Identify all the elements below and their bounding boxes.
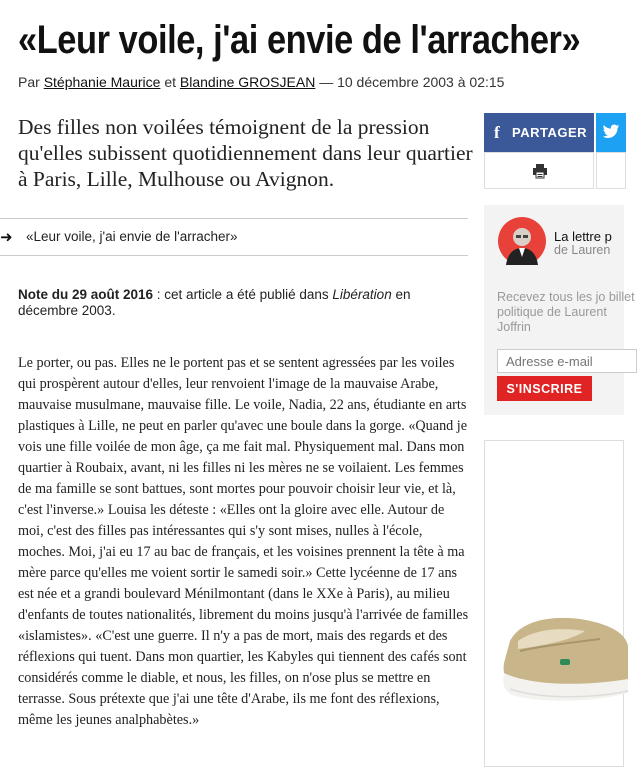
byline-prefix: Par bbox=[18, 74, 40, 90]
share-box bbox=[484, 113, 624, 189]
facebook-share-button[interactable] bbox=[484, 113, 594, 152]
printer-icon bbox=[532, 163, 548, 179]
facebook-icon: f bbox=[494, 123, 500, 142]
newsletter-subtitle: de Lauren bbox=[554, 243, 611, 257]
editor-note bbox=[18, 287, 468, 319]
advertisement[interactable] bbox=[484, 440, 624, 767]
twitter-icon bbox=[602, 122, 620, 145]
note-publication: Libération bbox=[332, 287, 392, 302]
sneaker-image bbox=[500, 601, 630, 711]
article-lead: Des filles non voilées témoignent de la pression qu'elles subissent quotidiennement dans leur quartier à Paris, Lille, Mulhouse ou Avignon. bbox=[18, 115, 473, 191]
related-article-link[interactable] bbox=[0, 218, 468, 256]
avatar bbox=[498, 217, 546, 265]
publish-date: — 10 décembre 2003 à 02:15 bbox=[319, 74, 505, 90]
twitter-share-button[interactable] bbox=[596, 113, 626, 152]
related-article-label: «Leur voile, j'ai envie de l'arracher» bbox=[26, 229, 238, 244]
author-link-2[interactable]: Blandine GROSJEAN bbox=[179, 74, 316, 90]
note-label: Note du 29 août 2016 bbox=[18, 287, 154, 302]
arrow-right-icon: ➜ bbox=[0, 229, 13, 246]
note-text-before: : cet article a été publié dans bbox=[153, 287, 333, 302]
newsletter-description: Recevez tous les jo billet politique de Laurent Joffrin bbox=[497, 290, 635, 334]
email-field[interactable] bbox=[497, 349, 637, 373]
article-body: Le porter, ou pas. Elles ne le portent pas et se sentent agressées par les voiles qui prospèrent autour d'elles, leur renvoient l'image de la mauvaise Arabe, mauvaise musulmane, mauvaise fille. Le voile, Nadia, 22 ans, étudiante en arts plastiques à Lille, ne peut en parler qu'avec une boule dans la gorge. «Quand je vois une fille voilée de mon âge, ça me fait mal. Physiquement mal. Dans mon quartier à Roubaix, avant, ni les filles ni les mères ne se voilaient. Les femmes de ma famille se sont battues, sont mortes pour pouvoir choisir leur vie, et là, c'est l'inverse.» Louisa les déteste : «Elles ont la gloire avec elle. Autour de moi, c'est des filles pas intéressantes qui s'y sont mises, nulles à l'école, moches. Moi, j'ai eu 17 au bac de français, et les voisines prennent la tête à ma mère parce qu'elles me voient sortir le samedi soir.» Cette lycéenne de 17 ans est née et a grandi boulevard Ménilmontant (dans le XXe à Paris), au milieu d'enfants de toutes nationalités, librement du moins jusqu'à l'arrivée de familles «islamistes». «C'est une guerre. Il n'y a pas de mort, mais des regards et des réflexions qui tuent. Dans mon quartier, les Kabyles qui tiennent des cafés sont considérés comme le diable, et nous, les filles, on n'ose plus se mettre en terrasse. Sous prétexte que j'ai une tête d'Arabe, ils me font des réflexions, même les jeunes analphabètes.» bbox=[18, 355, 469, 728]
subscribe-button[interactable]: S'INSCRIRE bbox=[497, 376, 592, 401]
newsletter-title: La lettre p bbox=[554, 229, 612, 244]
author-link-1[interactable]: Stéphanie Maurice bbox=[43, 74, 161, 90]
facebook-share-label: PARTAGER bbox=[512, 125, 588, 140]
newsletter-box bbox=[484, 205, 635, 415]
byline-conjunction: et bbox=[164, 74, 177, 90]
print-button[interactable] bbox=[484, 152, 594, 189]
byline bbox=[18, 74, 504, 90]
note-text-after: en décembre 2003. bbox=[18, 287, 411, 318]
share-extra-cell[interactable] bbox=[596, 152, 626, 189]
article-title: «Leur voile, j'ai envie de l'arracher» bbox=[18, 18, 581, 62]
